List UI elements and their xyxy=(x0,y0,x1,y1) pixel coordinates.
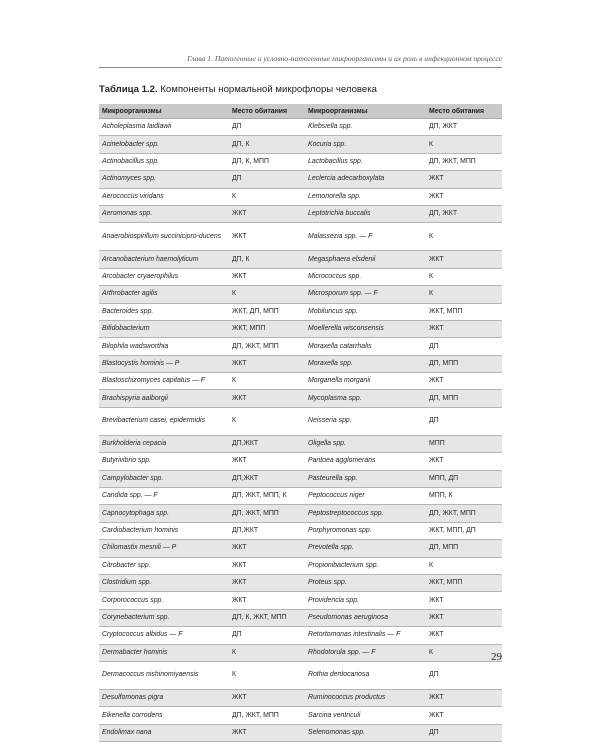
table-row xyxy=(99,453,502,470)
organism-right: Proteus spp. xyxy=(305,574,426,591)
header-rule xyxy=(99,67,502,68)
habitat-left: К xyxy=(229,373,305,390)
habitat-left: ДП xyxy=(229,119,305,136)
organism-left: Cardiobacterium hominis xyxy=(99,522,229,539)
organism-right: Moellerella wisconsensis xyxy=(305,320,426,337)
habitat-left: ДП, ЖКТ, МПП, К xyxy=(229,488,305,505)
habitat-right: К xyxy=(426,223,502,251)
organism-right: Kocuria spp. xyxy=(305,136,426,153)
habitat-left: ДП, ЖКТ, МПП xyxy=(229,338,305,355)
table-row xyxy=(99,574,502,591)
organism-right: Klebsiella spp. xyxy=(305,119,426,136)
organism-left: Corynebacterium spp. xyxy=(99,609,229,626)
habitat-left: ЖКТ xyxy=(229,574,305,591)
table-row xyxy=(99,540,502,557)
organism-right: Peptococcus niger xyxy=(305,488,426,505)
organism-right: Megasphaera elsdenii xyxy=(305,251,426,268)
organism-left: Butyrivibrio spp. xyxy=(99,453,229,470)
habitat-left: ДП,ЖКТ xyxy=(229,470,305,487)
habitat-left: ДП, К xyxy=(229,136,305,153)
table-row xyxy=(99,268,502,285)
organism-left: Candida spp. — F xyxy=(99,488,229,505)
table-row xyxy=(99,171,502,188)
habitat-right: ДП, МПП xyxy=(426,390,502,407)
habitat-left: ЖКТ xyxy=(229,557,305,574)
organism-left: Aeromonas spp. xyxy=(99,205,229,222)
table-row xyxy=(99,373,502,390)
table-caption xyxy=(99,84,377,95)
table-number: Таблица 1.2. xyxy=(99,84,158,95)
organism-right: Moraxella spp. xyxy=(305,355,426,372)
table-body xyxy=(99,119,502,742)
organism-left: Chilomastix mesnili — P xyxy=(99,540,229,557)
organism-right: Oligella spp. xyxy=(305,435,426,452)
organism-left: Arcobacter cryaerophilus xyxy=(99,268,229,285)
organism-right: Mobiluncus spp. xyxy=(305,303,426,320)
organism-left: Corporococcus spp. xyxy=(99,592,229,609)
organism-left: Bilophila wadsworthia xyxy=(99,338,229,355)
habitat-left: ЖКТ, МПП xyxy=(229,320,305,337)
habitat-left: ДП xyxy=(229,171,305,188)
table-title: Компоненты нормальной микрофлоры человека xyxy=(160,84,377,95)
table-row xyxy=(99,522,502,539)
habitat-left: ЖКТ xyxy=(229,453,305,470)
habitat-right: К xyxy=(426,644,502,661)
habitat-left: ДП, К, ЖКТ, МПП xyxy=(229,609,305,626)
table-row xyxy=(99,435,502,452)
organism-right: Sarcina ventriculi xyxy=(305,707,426,724)
habitat-right: ЖКТ xyxy=(426,171,502,188)
habitat-right: ДП, ЖКТ, МПП xyxy=(426,505,502,522)
habitat-right: МПП, К xyxy=(426,488,502,505)
table-row xyxy=(99,303,502,320)
habitat-right: К xyxy=(426,268,502,285)
organism-right: Ruminococcus productus xyxy=(305,689,426,706)
habitat-left: ДП,ЖКТ xyxy=(229,435,305,452)
habitat-left: ЖКТ, ДП, МПП xyxy=(229,303,305,320)
organism-left: Acholeplasma laidlawii xyxy=(99,119,229,136)
habitat-right: ЖКТ, МПП, ДП xyxy=(426,522,502,539)
table-row xyxy=(99,136,502,153)
habitat-right: К xyxy=(426,557,502,574)
organism-left: Brevibacterium casei, epidermidis xyxy=(99,407,229,435)
habitat-right: ЖКТ xyxy=(426,251,502,268)
table-row xyxy=(99,320,502,337)
habitat-right: ДП xyxy=(426,338,502,355)
header-microorganisms-right: Микроорганизмы xyxy=(305,104,426,119)
habitat-left: К xyxy=(229,188,305,205)
organism-right: Lactobacillus spp. xyxy=(305,153,426,170)
organism-right: Pseudomonas aeruginosa xyxy=(305,609,426,626)
organism-left: Actinobacillus spp. xyxy=(99,153,229,170)
table-row xyxy=(99,390,502,407)
table-row xyxy=(99,609,502,626)
organism-right: Rhodotorula spp. — F xyxy=(305,644,426,661)
habitat-right: ЖКТ, МПП xyxy=(426,574,502,591)
habitat-right: ЖКТ xyxy=(426,188,502,205)
habitat-left: ЖКТ xyxy=(229,355,305,372)
habitat-right: ДП, МПП xyxy=(426,540,502,557)
organism-left: Dermacoccus nishinomiyaensis xyxy=(99,661,229,689)
organism-right: Neisseria spp. xyxy=(305,407,426,435)
habitat-left: ЖКТ xyxy=(229,223,305,251)
organism-left: Brachispyria aalborgii xyxy=(99,390,229,407)
habitat-right: МПП xyxy=(426,435,502,452)
header-habitat-left: Место обитания xyxy=(229,104,305,119)
table-row xyxy=(99,223,502,251)
habitat-left: К xyxy=(229,661,305,689)
table-row xyxy=(99,724,502,741)
habitat-left: К xyxy=(229,644,305,661)
table-row xyxy=(99,505,502,522)
header-habitat-right: Место обитания xyxy=(426,104,502,119)
habitat-right: ЖКТ xyxy=(426,627,502,644)
organism-right: Lemonorella spp. xyxy=(305,188,426,205)
organism-right: Porphyromonas spp. xyxy=(305,522,426,539)
habitat-left: ЖКТ xyxy=(229,268,305,285)
organism-left: Desulfomonas pigra xyxy=(99,689,229,706)
table-row xyxy=(99,661,502,689)
organism-left: Dermabacter hominis xyxy=(99,644,229,661)
habitat-right: МПП, ДП xyxy=(426,470,502,487)
organism-left: Cryptococcus albidus — F xyxy=(99,627,229,644)
habitat-left: ДП, К, МПП xyxy=(229,153,305,170)
organism-right: Rothia dentocariosa xyxy=(305,661,426,689)
organism-left: Clostridium spp. xyxy=(99,574,229,591)
organism-left: Acinetobacter spp. xyxy=(99,136,229,153)
table-row xyxy=(99,205,502,222)
habitat-left: ЖКТ xyxy=(229,540,305,557)
organism-right: Prevotella spp. xyxy=(305,540,426,557)
habitat-right: ЖКТ xyxy=(426,689,502,706)
habitat-right: К xyxy=(426,136,502,153)
organism-right: Micrococcus spp. xyxy=(305,268,426,285)
table-row xyxy=(99,407,502,435)
habitat-left: ДП xyxy=(229,627,305,644)
organism-left: Arthrobacter agilis xyxy=(99,286,229,303)
habitat-left: ДП, ЖКТ, МПП xyxy=(229,707,305,724)
organism-right: Retortomonas intestinalis — F xyxy=(305,627,426,644)
table-row xyxy=(99,557,502,574)
habitat-left: ЖКТ xyxy=(229,689,305,706)
organism-left: Burkholderia cepacia xyxy=(99,435,229,452)
organism-right: Moraxella catarrhalis xyxy=(305,338,426,355)
organism-left: Endolimax nana xyxy=(99,724,229,741)
organism-right: Pantoea agglomerans xyxy=(305,453,426,470)
table-row xyxy=(99,286,502,303)
organism-right: Providencia spp. xyxy=(305,592,426,609)
header-microorganisms-left: Микроорганизмы xyxy=(99,104,229,119)
organism-left: Bacteroides spp. xyxy=(99,303,229,320)
habitat-right: ЖКТ xyxy=(426,320,502,337)
habitat-left: ЖКТ xyxy=(229,592,305,609)
organism-left: Capnocytophaga spp. xyxy=(99,505,229,522)
table-row xyxy=(99,338,502,355)
organism-right: Pasteurella spp. xyxy=(305,470,426,487)
table-row xyxy=(99,119,502,136)
table-row xyxy=(99,644,502,661)
habitat-left: ЖКТ xyxy=(229,390,305,407)
organism-left: Aerococcus viridans xyxy=(99,188,229,205)
table-row xyxy=(99,251,502,268)
habitat-left: ЖКТ xyxy=(229,205,305,222)
microflora-table xyxy=(99,104,502,742)
organism-right: Mycoplasma spp. xyxy=(305,390,426,407)
habitat-left: ДП,ЖКТ xyxy=(229,522,305,539)
table-row xyxy=(99,627,502,644)
habitat-right: ДП xyxy=(426,407,502,435)
organism-left: Blastoschizomyces capitatus — F xyxy=(99,373,229,390)
habitat-left: ЖКТ xyxy=(229,724,305,741)
organism-left: Blastocystis hominis — P xyxy=(99,355,229,372)
habitat-right: ЖКТ xyxy=(426,707,502,724)
table-row xyxy=(99,707,502,724)
table-row xyxy=(99,153,502,170)
organism-right: Leclercia adecarboxylata xyxy=(305,171,426,188)
running-head: Глава 1. Патогенные и условно-патогенные микроорганизмы и их роль в инфекционном процессе xyxy=(187,54,502,63)
habitat-left: К xyxy=(229,286,305,303)
table-row xyxy=(99,470,502,487)
organism-left: Arcanobacterium haemolyticum xyxy=(99,251,229,268)
habitat-right: ДП, ЖКТ, МПП xyxy=(426,153,502,170)
organism-right: Selenomonas spp. xyxy=(305,724,426,741)
table-row xyxy=(99,488,502,505)
habitat-right: ДП, ЖКТ xyxy=(426,205,502,222)
habitat-right: ЖКТ xyxy=(426,373,502,390)
organism-right: Microsporum spp. — F xyxy=(305,286,426,303)
habitat-right: К xyxy=(426,286,502,303)
habitat-right: ЖКТ, МПП xyxy=(426,303,502,320)
habitat-right: ЖКТ xyxy=(426,592,502,609)
table-row xyxy=(99,689,502,706)
habitat-right: ДП, МПП xyxy=(426,355,502,372)
table-header-row xyxy=(99,104,502,119)
organism-left: Eikenella corrodens xyxy=(99,707,229,724)
organism-left: Actinomyces spp. xyxy=(99,171,229,188)
organism-left: Campylobacter spp. xyxy=(99,470,229,487)
habitat-left: К xyxy=(229,407,305,435)
habitat-right: ДП xyxy=(426,661,502,689)
habitat-right: ДП, ЖКТ xyxy=(426,119,502,136)
habitat-right: ЖКТ xyxy=(426,609,502,626)
habitat-right: ДП xyxy=(426,724,502,741)
organism-right: Leptotrichia buccalis xyxy=(305,205,426,222)
organism-right: Morganella morganii xyxy=(305,373,426,390)
organism-right: Propionibacterium spp. xyxy=(305,557,426,574)
habitat-right: ЖКТ xyxy=(426,453,502,470)
table-row xyxy=(99,188,502,205)
organism-right: Peptostreptococcus spp. xyxy=(305,505,426,522)
table-row xyxy=(99,592,502,609)
habitat-left: ДП, ЖКТ, МПП xyxy=(229,505,305,522)
table-row xyxy=(99,355,502,372)
organism-left: Citrobacter spp. xyxy=(99,557,229,574)
page-number: 29 xyxy=(491,651,502,663)
organism-left: Anaerobiospirillum succinicipro-ducens xyxy=(99,223,229,251)
habitat-left: ДП, К xyxy=(229,251,305,268)
organism-left: Bifidobacterium xyxy=(99,320,229,337)
organism-right: Malassezia spp. — F xyxy=(305,223,426,251)
